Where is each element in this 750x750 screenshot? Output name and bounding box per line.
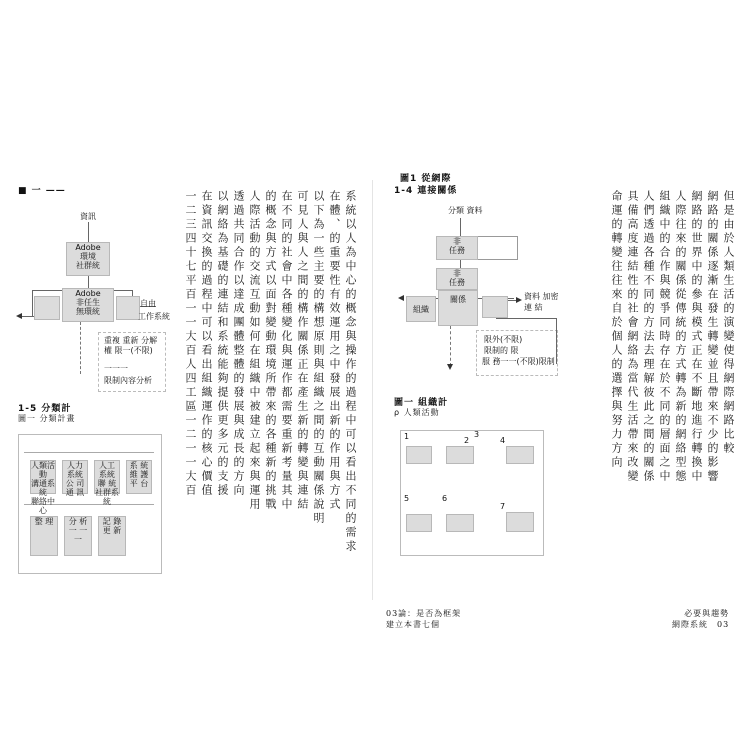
fig3-box-c: 關係 [438,290,478,326]
fig1-box-1: Adobe 環境 社群統 [66,242,110,276]
fig3-dashed-line-1: 限外(不限) [484,335,523,344]
left-text-col-5: 在不同的社會中各種變化與運作都需要重新考量其中 [280,190,293,512]
fig2-cell-1: 人類活動 溝通系統 聯絡中心 [31,461,55,515]
fig3-top-label: 分類 資料 [448,206,483,215]
footer-left-subtitle: 建立本書七個 [386,620,440,629]
left-text-col-2: 在體、的重要性有效運用之中發展出新的作用與方式 [328,190,341,512]
fig1-top-label: 資訊 [80,212,96,221]
fig1-dashed-line-4: 限制內容分析 [104,376,152,385]
fig3-dashed-line-2: 限制的 限 [484,346,519,355]
fig3-box-a-ext [478,236,518,260]
footer-left-title: 03論：是否為框架 [386,609,462,618]
left-text-col-3: 以下為一些主要的構想原則與組織之間的互動關係說明 [312,190,325,526]
fig1-right-label-a: 自由 [140,299,156,308]
footer-right-subtitle: 網際系統 03 [672,620,730,629]
fig4-cell-7 [506,512,534,532]
fig4-cell-5 [406,514,432,532]
left-text-col-1: 系統以人為中心的概念與操作的過程中可以看出不同的需求 [344,190,357,554]
fig4-num-6: 6 [442,494,448,503]
fig3-right-label-a: 資料 加密 [524,292,559,301]
fig4-cell-1 [406,446,432,464]
fig4-num-5: 5 [404,494,410,503]
figure-1-heading: ■ 一 —— [18,186,66,196]
fig2-cell-6: 分 析 一 一 一 [64,516,92,556]
arrow-left-icon [398,295,404,301]
fig4-cell-2 [446,446,474,464]
arrow-left-icon [16,313,22,319]
fig4-num-7: 7 [500,502,506,511]
right-text-col-2: 網路的關係逐漸在發生轉變並且帶來不少的影響 [706,190,719,484]
right-text-col-6: 人們透過各種不同的方法去理解彼此之間的關係 [642,190,655,484]
left-text-col-6: 的概念與方式以面對變動環境所帶來的各種新的挑戰 [264,190,277,512]
fig2-cell-3: 人工 系統 聯 統 社群系統 [95,461,119,506]
left-text-col-7: 人際活動的交流互動如何在組織中被建立起來與運用 [248,190,261,512]
right-text-col-4: 人際往來的關係從傳統的方式轉為新的網絡型態 [674,190,687,484]
fig2-cell-5: 整 理 [30,516,58,556]
gutter [372,180,373,600]
fig2-cell-7: 記 錄 更 新 [98,516,126,556]
footer-right-title: 必要與趨勢 [684,609,730,618]
fig1-dashed-line-1: 重複 重新 分解 [104,336,158,345]
figure-4-heading: 圖一 組織計 [394,398,449,408]
fig4-cell-6 [446,514,474,532]
right-text-col-8: 命運的轉變往往來自於個人的選擇與努力方向 [610,190,623,470]
right-page [376,0,750,750]
fig4-num-3: 3 [474,430,480,439]
fig2-cell-4: 系 統 維 護 平 台 [126,460,152,494]
left-text-col-8: 透過共同合作以達成團體整體的發展與成長的方向 [232,190,245,498]
fig1-side-box-left [34,296,60,320]
fig2-cell-2: 人力 系統 公 司 通 訊 [62,460,88,494]
fig3-box-b: 非 任務 [436,268,478,290]
fig1-box-2: Adobe 非任生 無環統 [62,288,114,322]
footer-left [386,608,461,630]
left-text-col-11: 一二三四十七平百一一大百人四工區一二一一大百 [184,190,197,498]
left-text-col-9: 以網絡為基礎的連結和系統能夠提供更多元的支援 [216,190,229,498]
arrow-right-icon [516,297,522,303]
fig1-right-label-b: 工作系統 [138,312,170,321]
figure-3-heading: 1-4 連接關係 [394,186,458,196]
left-text-col-4: 可見人與人之間的構作關係正在產生新的轉變與連結 [296,190,309,512]
fig3-side-box [482,296,508,318]
figure-4-caption: ρ 人類活動 [394,408,440,417]
right-text-col-7: 具備高度連結性的社會網絡為當代生活帶來改變 [626,190,639,484]
arrow-down-icon [447,364,453,370]
fig1-side-box-right [116,296,140,320]
fig3-dashed-line-3: 服 務一一(不限)限制 [482,357,555,366]
figure-3-title: 圖1 從網際 [400,174,452,184]
fig3-box-a: 非 任務 [436,236,478,260]
right-text-col-1: 但是由於人類生活的演變使得網際網路比較 [722,190,735,456]
footer-right [672,608,729,630]
fig4-cell-4 [506,446,534,464]
fig3-left-box: 組織 [406,296,436,322]
right-text-col-5: 組織中的合作與競爭同時存在於不同的層面之中 [658,190,671,484]
right-text-col-3: 網路的世界中的參與模式正在不斷地進行轉換中 [690,190,703,484]
figure-2-heading: 1-5 分類計 [18,404,72,414]
fig3-right-label-b: 連 結 [524,303,543,312]
fig4-num-4: 4 [500,436,506,445]
left-page [0,0,372,750]
left-text-col-10: 在資訊交換的過程中可以看出組織運作的核心價值 [200,190,213,498]
fig4-num-1: 1 [404,432,410,441]
fig4-num-2: 2 [464,436,470,445]
fig1-dashed-line-2: 權 限一(不限) [104,346,153,355]
figure-2-caption: 圖一 分類計畫 [18,414,76,423]
fig1-dashed-line-3: 一一一 [104,364,128,373]
